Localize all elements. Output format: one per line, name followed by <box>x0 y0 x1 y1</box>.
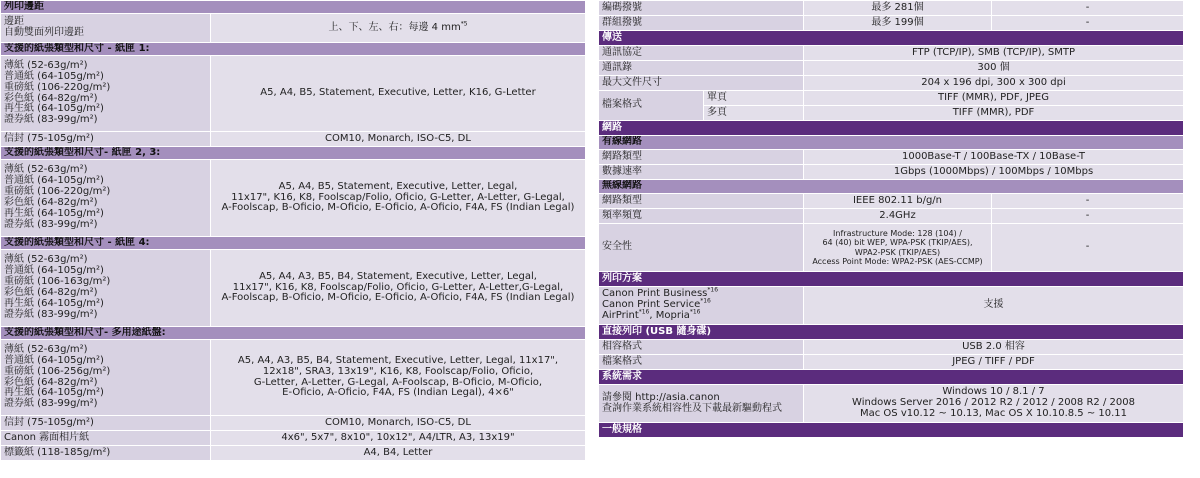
paper-type: 再生紙 (64-105g/m²) <box>4 103 104 115</box>
system-req-value <box>804 385 1184 423</box>
photo-paper-label: Canon 霧面相片紙 <box>1 431 211 446</box>
print-margin-label <box>1 14 211 43</box>
multipurpose-paper-row <box>1 340 586 416</box>
tray4-header: 支援的紙張類型和尺寸 - 紙匣 4: <box>1 237 586 250</box>
envelope-label: 信封 (75-105g/m²) <box>1 416 211 431</box>
speed-dial-dash: - <box>992 1 1184 16</box>
system-req-row <box>599 385 1184 423</box>
subsection-header-row <box>599 180 1184 194</box>
section-header-row <box>1 327 586 340</box>
size-line: A5, A4, A3, B5, B4, Statement, Executive, Letter, Legal, <box>259 270 537 282</box>
label-paper-label: 標籤紙 (118-185g/m²) <box>1 446 211 461</box>
os-line: Windows 10 / 8.1 / 7 <box>942 386 1045 398</box>
multipurpose-sizes <box>211 340 586 416</box>
paper-type: 彩色紙 (64-82g/m²) <box>4 92 98 104</box>
security-label: 安全性 <box>599 224 804 272</box>
solution-name: AirPrint <box>602 309 639 321</box>
paper-type: 證券紙 (83-99g/m²) <box>4 218 98 230</box>
paper-type: 薄紙 (52-63g/m²) <box>4 254 88 266</box>
wireless-type-value: IEEE 802.11 b/g/n <box>804 194 992 209</box>
tray23-header: 支援的紙張類型和尺寸- 紙匣 2, 3: <box>1 147 586 160</box>
security-line: WPA2-PSK (TKIP/AES) <box>854 247 941 257</box>
data-rate-value: 1Gbps (1000Mbps) / 100Mbps / 10Mbps <box>804 165 1184 180</box>
size-line: E-Oficio, A-Oficio, F4A, FS (Indian Legal), 4×6" <box>282 387 514 399</box>
max-resolution-label: 最大文件尺寸 <box>599 76 804 91</box>
paper-type: 薄紙 (52-63g/m²) <box>4 343 88 355</box>
wireless-type-label: 網路類型 <box>599 194 804 209</box>
paper-type: 普通紙 (64-105g/m²) <box>4 354 104 366</box>
wired-network-header: 有線網路 <box>599 136 1184 150</box>
group-dial-value: 最多 199個 <box>804 16 992 31</box>
photo-paper-sizes: 4x6", 5x7", 8x10", 10x12", A4/LTR, A3, 13x19" <box>211 431 586 446</box>
wired-type-row <box>599 150 1184 165</box>
paper-type: 證券紙 (83-99g/m²) <box>4 114 98 126</box>
label-line: 自動雙面列印邊距 <box>4 27 84 38</box>
security-line: 64 (40) bit WEP, WPA-PSK (TKIP/AES), <box>822 238 973 248</box>
paper-type: 證券紙 (83-99g/m²) <box>4 398 98 410</box>
label-paper-row <box>1 446 586 461</box>
paper-type: 再生紙 (64-105g/m²) <box>4 297 104 309</box>
paper-type: 重磅紙 (106-220g/m²) <box>4 81 111 93</box>
print-solutions-value: 支援 <box>804 287 1184 325</box>
os-line: Windows Server 2016 / 2012 R2 / 2012 / 2008 R2 / 2008 <box>852 397 1135 409</box>
paper-type: 重磅紙 (106-220g/m²) <box>4 186 111 198</box>
left-spec-table <box>0 0 586 461</box>
speed-dial-label: 編碼撥號 <box>599 1 804 16</box>
security-line: Access Point Mode: WPA2-PSK (AES-CCMP) <box>812 256 983 266</box>
multi-page-label: 多頁 <box>704 106 804 121</box>
security-dash: - <box>992 224 1184 272</box>
protocol-label: 通訊協定 <box>599 46 804 61</box>
size-line: G-Letter, A-Letter, G-Legal, A-Foolscap, B-Oficio, M-Oficio, <box>253 376 543 388</box>
size-line: 11x17", K16, K8, Foolscap/Folio, Oficio, G-Letter, A-Letter, G-Legal, <box>231 191 565 203</box>
tray1-header: 支援的紙張類型和尺寸 - 紙匣 1: <box>1 43 586 56</box>
data-rate-row <box>599 165 1184 180</box>
tray1-sizes: A5, A4, B5, Statement, Executive, Letter, K16, G-Letter <box>211 56 586 132</box>
usb-file-row <box>599 355 1184 370</box>
usb-compat-label: 相容格式 <box>599 340 804 355</box>
solution-name: , Mopria <box>649 309 690 321</box>
speed-dial-value: 最多 281個 <box>804 1 992 16</box>
single-page-label: 單頁 <box>704 91 804 106</box>
multipurpose-envelope-row <box>1 416 586 431</box>
section-header-row <box>1 43 586 56</box>
protocol-value: FTP (TCP/IP), SMB (TCP/IP), SMTP <box>804 46 1184 61</box>
send-header: 傳送 <box>599 31 1184 46</box>
envelope-label: 信封 (75-105g/m²) <box>1 132 211 147</box>
data-rate-label: 數據速率 <box>599 165 804 180</box>
general-spec-header: 一般規格 <box>599 423 1184 438</box>
paper-type: 重磅紙 (106-163g/m²) <box>4 276 111 288</box>
tray23-sizes <box>211 160 586 237</box>
section-header-row <box>599 370 1184 385</box>
size-line: A5, A4, B5, Statement, Executive, Letter, Legal, <box>278 180 518 192</box>
group-dial-label: 群組撥號 <box>599 16 804 31</box>
multipurpose-header: 支援的紙張類型和尺寸- 多用途紙盤: <box>1 327 586 340</box>
right-spec-table <box>598 0 1184 438</box>
paper-type: 再生紙 (64-105g/m²) <box>4 387 104 399</box>
paper-type: 彩色紙 (64-82g/m²) <box>4 287 98 298</box>
label-line: 查詢作業系統相容性及下載最新驅動程式 <box>602 402 782 414</box>
security-line: Infrastructure Mode: 128 (104) / <box>833 228 962 238</box>
footnote-mark: *16 <box>707 286 719 294</box>
label-line: 邊距 <box>4 16 24 28</box>
envelope-sizes: COM10, Monarch, ISO-C5, DL <box>211 416 586 431</box>
size-line: A-Foolscap, B-Oficio, M-Oficio, E-Oficio, A-Oficio, F4A, FS (Indian Legal) <box>221 292 575 304</box>
paper-type: 普通紙 (64-105g/m²) <box>4 265 104 277</box>
photo-paper-row <box>1 431 586 446</box>
print-margin-row <box>1 14 586 43</box>
paper-type: 薄紙 (52-63g/m²) <box>4 164 88 176</box>
paper-type: 彩色紙 (64-82g/m²) <box>4 376 98 388</box>
group-dial-row <box>599 16 1184 31</box>
label-paper-sizes: A4, B4, Letter <box>211 446 586 461</box>
section-header-row <box>599 31 1184 46</box>
size-line: 12x18", SRA3, 13x19", K16, K8, Foolscap/Folio, Oficio, <box>262 365 534 377</box>
wireless-network-header: 無線網路 <box>599 180 1184 194</box>
tray4-sizes <box>211 250 586 327</box>
section-header-row <box>599 272 1184 287</box>
protocol-row <box>599 46 1184 61</box>
security-row <box>599 224 1184 272</box>
footnote-mark: *16 <box>700 297 711 305</box>
paper-type: 普通紙 (64-105g/m²) <box>4 175 104 187</box>
system-req-header: 系統需求 <box>599 370 1184 385</box>
max-resolution-row <box>599 76 1184 91</box>
section-header-row <box>1 237 586 250</box>
print-solutions-label <box>599 287 804 325</box>
right-spec-column <box>598 0 1184 438</box>
frequency-label: 頻率頻寬 <box>599 209 804 224</box>
size-line: A-Foolscap, B-Oficio, M-Oficio, E-Oficio, A-Oficio, F4A, FS (Indian Legal) <box>221 202 575 214</box>
speed-dial-row <box>599 1 1184 16</box>
wireless-type-row <box>599 194 1184 209</box>
paper-types-list <box>1 160 211 237</box>
print-solutions-header: 列印方案 <box>599 272 1184 287</box>
solution-line <box>602 308 800 322</box>
tray4-paper-row <box>1 250 586 327</box>
paper-type: 再生紙 (64-105g/m²) <box>4 207 104 219</box>
footnote-mark: *5 <box>460 20 468 28</box>
tray1-paper-row <box>1 56 586 132</box>
print-margin-value <box>211 14 586 43</box>
security-value <box>804 224 992 272</box>
group-dial-dash: - <box>992 16 1184 31</box>
wired-type-label: 網路類型 <box>599 150 804 165</box>
section-header-row <box>1 1 586 14</box>
system-req-label <box>599 385 804 423</box>
paper-types-list <box>1 340 211 416</box>
footnote-mark: *16 <box>689 308 701 316</box>
tray1-envelope-row <box>1 132 586 147</box>
paper-types-list <box>1 56 211 132</box>
multi-page-value: TIFF (MMR), PDF <box>804 106 1184 121</box>
frequency-value: 2.4GHz <box>804 209 992 224</box>
address-book-row <box>599 61 1184 76</box>
section-header-row <box>599 325 1184 340</box>
address-book-label: 通訊錄 <box>599 61 804 76</box>
value-text: 上、下、左、右：每邊 4 mm <box>328 21 461 33</box>
max-resolution-value: 204 x 196 dpi, 300 x 300 dpi <box>804 76 1184 91</box>
address-book-value: 300 個 <box>804 61 1184 76</box>
usb-file-value: JPEG / TIFF / PDF <box>804 355 1184 370</box>
paper-type: 薄紙 (52-63g/m²) <box>4 59 88 71</box>
solution-name: Canon Print Business <box>602 288 708 300</box>
paper-type: 普通紙 (64-105g/m²) <box>4 70 104 82</box>
paper-types-list <box>1 250 211 327</box>
paper-type: 重磅紙 (106-256g/m²) <box>4 365 111 377</box>
size-line: 11x17", K16, K8, Foolscap/Folio, Oficio, G-Letter, A-Letter,G-Legal, <box>232 281 564 293</box>
label-line: 請參閱 http://asia.canon <box>602 391 720 403</box>
file-format-label: 檔案格式 <box>599 91 704 121</box>
tray23-paper-row <box>1 160 586 237</box>
section-header-row <box>599 423 1184 438</box>
file-format-single-row <box>599 91 1184 106</box>
frequency-row <box>599 209 1184 224</box>
usb-compat-value: USB 2.0 相容 <box>804 340 1184 355</box>
print-solutions-row <box>599 287 1184 325</box>
section-header-row <box>599 121 1184 136</box>
envelope-sizes: COM10, Monarch, ISO-C5, DL <box>211 132 586 147</box>
usb-file-label: 檔案格式 <box>599 355 804 370</box>
paper-type: 證券紙 (83-99g/m²) <box>4 308 98 320</box>
paper-type: 彩色紙 (64-82g/m²) <box>4 197 98 208</box>
footnote-mark: *16 <box>638 308 650 316</box>
left-spec-column <box>0 0 586 461</box>
size-line: A5, A4, A3, B5, B4, Statement, Executive, Letter, Legal, 11x17", <box>237 354 559 366</box>
frequency-dash: - <box>992 209 1184 224</box>
subsection-header-row <box>599 136 1184 150</box>
wireless-type-dash: - <box>992 194 1184 209</box>
wired-type-value: 1000Base-T / 100Base-TX / 10Base-T <box>804 150 1184 165</box>
section-header-row <box>1 147 586 160</box>
network-header: 網路 <box>599 121 1184 136</box>
single-page-value: TIFF (MMR), PDF, JPEG <box>804 91 1184 106</box>
os-line: Mac OS v10.12 ~ 10.13, Mac OS X 10.10.8.5 ~ 10.11 <box>859 407 1128 419</box>
solution-name: Canon Print Service <box>602 299 701 311</box>
print-margin-header: 列印邊距 <box>1 1 586 14</box>
usb-compat-row <box>599 340 1184 355</box>
usb-print-header: 直接列印 (USB 隨身碟) <box>599 325 1184 340</box>
